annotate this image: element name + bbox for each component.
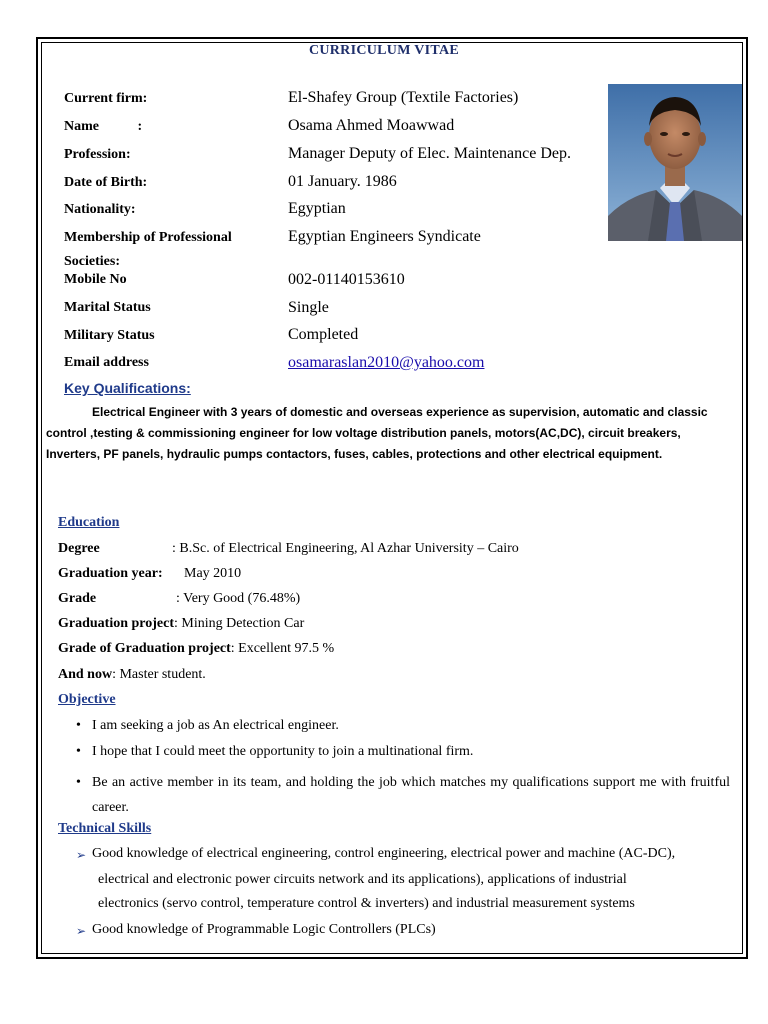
project-line [58, 616, 304, 632]
project-value: : Mining Detection Car [174, 616, 305, 631]
project-label: Graduation project [58, 616, 175, 631]
objective-text: I am seeking a job as An electrical engineer. [92, 718, 339, 733]
mobile-label: Mobile No [64, 272, 127, 287]
key-qualifications-text: Electrical Engineer with 3 years of domestic and overseas experience as supervision, automatic and classic control ,testing & commissioning engineer for low voltage distribution panels, motors(AC,DC), circuit breakers, Inverters, PF panels, hydraulic pumps contactors, fuses, cables, protections and other electrical equipment. [46, 405, 708, 461]
arrow-bullet-icon: ➢ [76, 848, 87, 862]
grade-line [58, 591, 96, 607]
email-label: Email address [64, 355, 149, 370]
objective-heading: Objective [58, 692, 116, 707]
now-line [58, 667, 206, 683]
current-firm-value: El-Shafey Group (Textile Factories) [288, 89, 519, 106]
name-value: Osama Ahmed Moawwad [288, 117, 455, 134]
project-grade-label: Grade of Graduation project [58, 641, 231, 656]
membership-label-2: Societies: [64, 254, 120, 269]
marital-label: Marital Status [64, 300, 151, 315]
project-grade-line [58, 641, 334, 657]
objective-text: Be an active member in its team, and holding the job which matches my qualifications support me with fruitful career. [92, 775, 730, 815]
nationality-value: Egyptian [288, 200, 346, 217]
profession-label: Profession: [64, 147, 131, 162]
grad-year-value: May 2010 [184, 566, 242, 581]
grade-value: : Very Good (76.48%) [176, 591, 301, 606]
now-label: And now [58, 667, 113, 682]
bullet-icon: • [76, 718, 81, 733]
military-value: Completed [288, 326, 359, 343]
grade-label: Grade [58, 591, 97, 606]
profession-value: Manager Deputy of Elec. Maintenance Dep. [288, 145, 571, 162]
document-title: CURRICULUM VITAE [308, 43, 460, 58]
education-heading: Education [58, 515, 120, 530]
dob-label: Date of Birth: [64, 175, 148, 190]
grad-year-label: Graduation year: [58, 566, 163, 581]
skill-item-1-line-1: Good knowledge of electrical engineering, control engineering, electrical power and machine (AC-DC), [92, 846, 676, 861]
nationality-label: Nationality: [64, 202, 136, 217]
bullet-icon: • [76, 775, 81, 790]
skill-item-1-line-2: electrical and electronic power circuits network and its applications), applications of industrial [98, 872, 627, 887]
key-qualifications-heading: Key Qualifications: [64, 380, 191, 396]
marital-value: Single [288, 299, 329, 316]
membership-value: Egyptian Engineers Syndicate [288, 228, 481, 245]
arrow-bullet-icon: ➢ [76, 924, 87, 938]
skill-item-1-line-3: electronics (servo control, temperature control & inverters) and industrial measurement systems [98, 896, 635, 911]
military-label: Military Status [64, 328, 155, 343]
name-label: Name : [64, 119, 143, 134]
grad-year-line [58, 566, 163, 582]
email-link[interactable]: osamaraslan2010@yahoo.com [288, 354, 485, 371]
membership-label: Membership of Professional [64, 230, 232, 245]
degree-value: : B.Sc. of Electrical Engineering, Al Azhar University – Cairo [172, 541, 519, 556]
degree-label: Degree [58, 541, 100, 556]
dob-value: 01 January. 1986 [288, 173, 397, 190]
current-firm-label: Current firm: [64, 91, 148, 106]
skill-item-2: Good knowledge of Programmable Logic Controllers (PLCs) [92, 922, 436, 937]
technical-skills-heading: Technical Skills [58, 821, 152, 836]
profile-photo [608, 84, 742, 241]
objective-text: I hope that I could meet the opportunity to join a multinational firm. [92, 744, 474, 759]
degree-line [58, 541, 100, 557]
bullet-icon: • [76, 744, 81, 759]
mobile-value: 002-01140153610 [288, 271, 405, 288]
project-grade-value: : Excellent 97.5 % [230, 641, 335, 656]
now-value: : Master student. [112, 667, 206, 682]
